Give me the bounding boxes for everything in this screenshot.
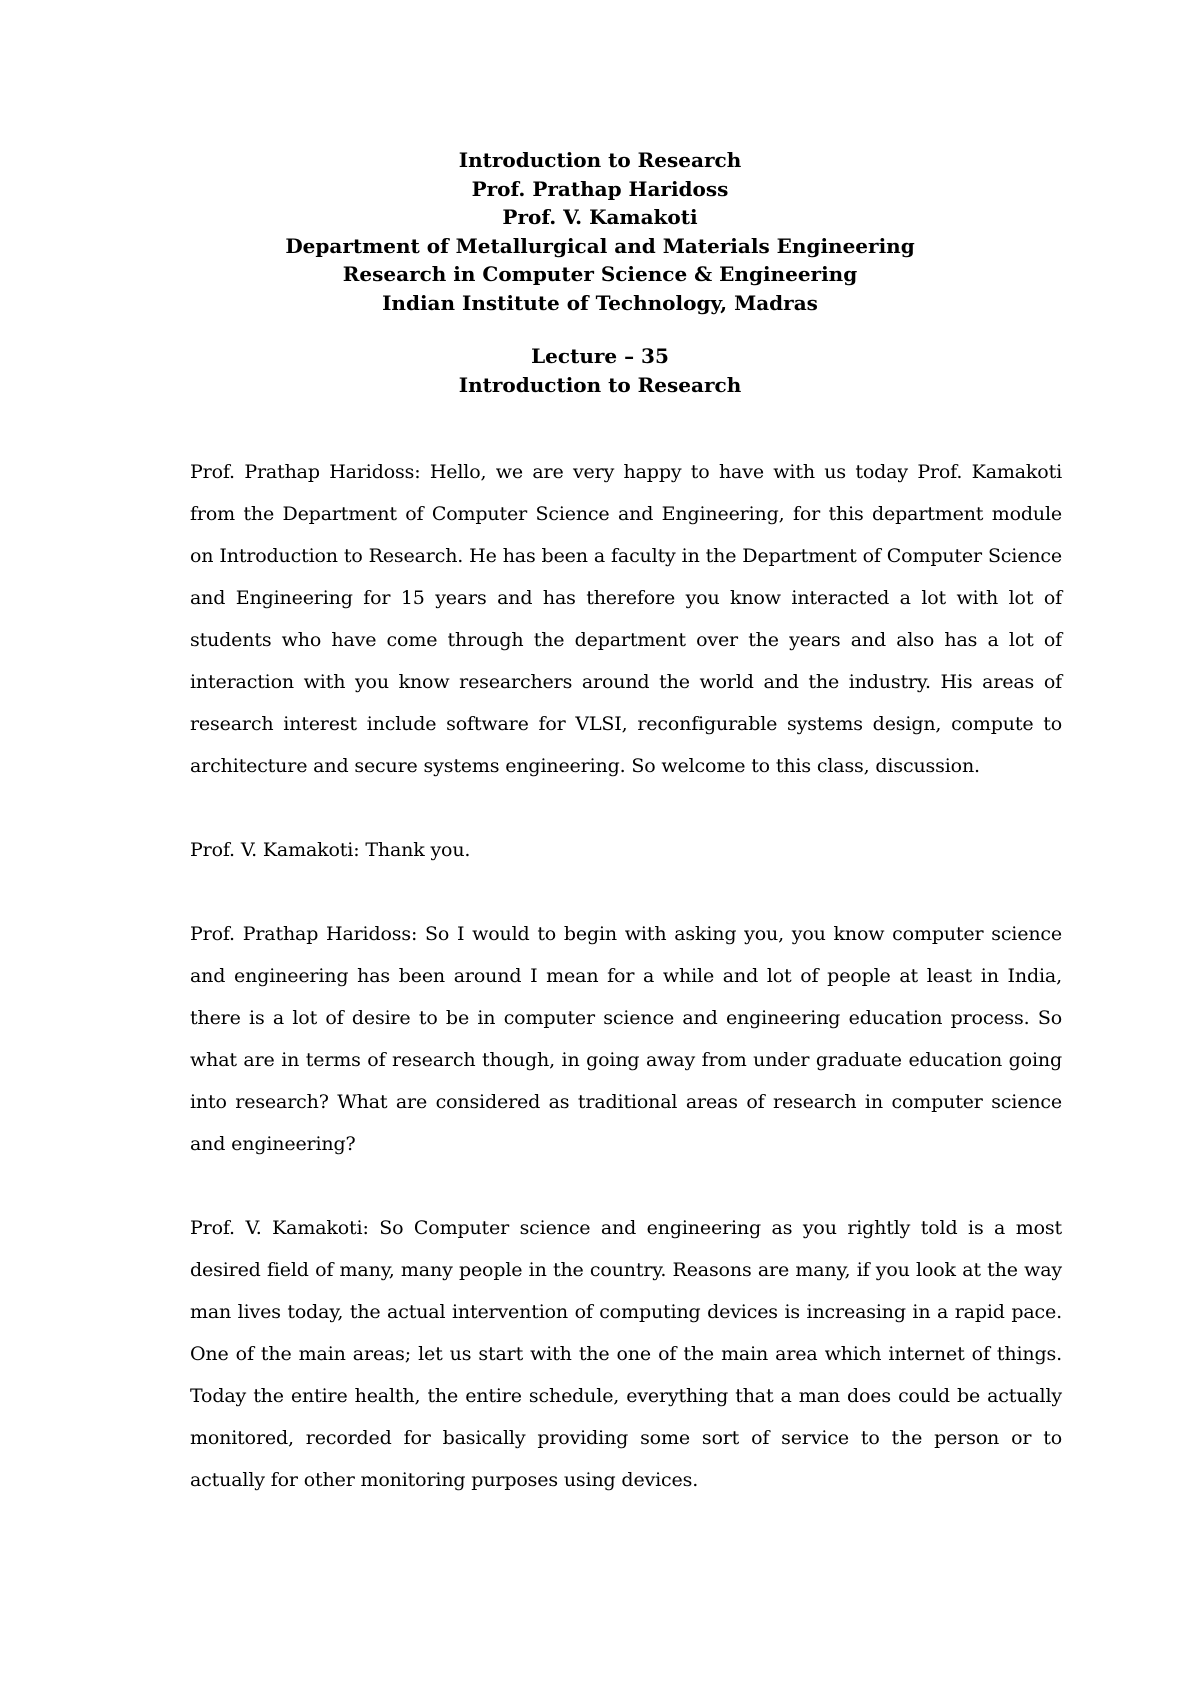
course-title: Introduction to Research	[458, 148, 742, 172]
institute-name: Indian Institute of Technology, Madras	[382, 290, 818, 315]
paragraph-spacer	[190, 1165, 1062, 1207]
author-kamakoti: Prof. V. Kamakoti	[502, 205, 698, 229]
author-haridoss: Prof. Prathap Haridoss	[471, 176, 729, 201]
document-header	[0, 146, 1200, 317]
paragraph-spacer	[190, 787, 1062, 829]
transcript-paragraph: Prof. V. Kamakoti: So Computer science and engineering as you rightly told is a most desired field of many, many people in the country. Reasons are many, if you look at the way man lives today, the actual intervention of computing devices is increasing in a rapid pace. One of the main areas; let us start with the one of the main area which internet of things. Today the entire health, the entire schedule, everything that a man does could be actually monitored, recorded for basically providing some sort of service to the person or to actually for other monitoring purposes using devices.	[190, 1217, 1062, 1491]
lecture-heading	[0, 342, 1200, 399]
paragraph-spacer	[190, 871, 1062, 913]
transcript-paragraph: Prof. Prathap Haridoss: Hello, we are very happy to have with us today Prof. Kamakoti from the Department of Computer Science and Engineering, for this department module on Introduction to Research. He has been a faculty in the Department of Computer Science and Engineering for 15 years and has therefore you know interacted a lot with lot of students who have come through the department over the years and also has a lot of interaction with you know researchers around the world and the industry. His areas of research interest include software for VLSI, reconfigurable systems design, compute to architecture and secure systems engineering. So welcome to this class, discussion.	[190, 461, 1062, 777]
transcript-body	[190, 451, 1062, 1501]
transcript-paragraph: Prof. V. Kamakoti: Thank you.	[190, 839, 471, 861]
department-cse: Research in Computer Science & Engineering	[342, 262, 858, 286]
department-metallurgy: Department of Metallurgical and Materials Engineering	[285, 233, 915, 258]
lecture-number: Lecture – 35	[531, 344, 669, 368]
transcript-paragraph: Prof. Prathap Haridoss: So I would to begin with asking you, you know computer science and engineering has been around I mean for a while and lot of people at least in India, there is a lot of desire to be in computer science and engineering education process. So what are in terms of research though, in going away from under graduate education going into research? What are considered as traditional areas of research in computer science and engineering?	[190, 923, 1062, 1155]
lecture-title: Introduction to Research	[458, 372, 742, 397]
